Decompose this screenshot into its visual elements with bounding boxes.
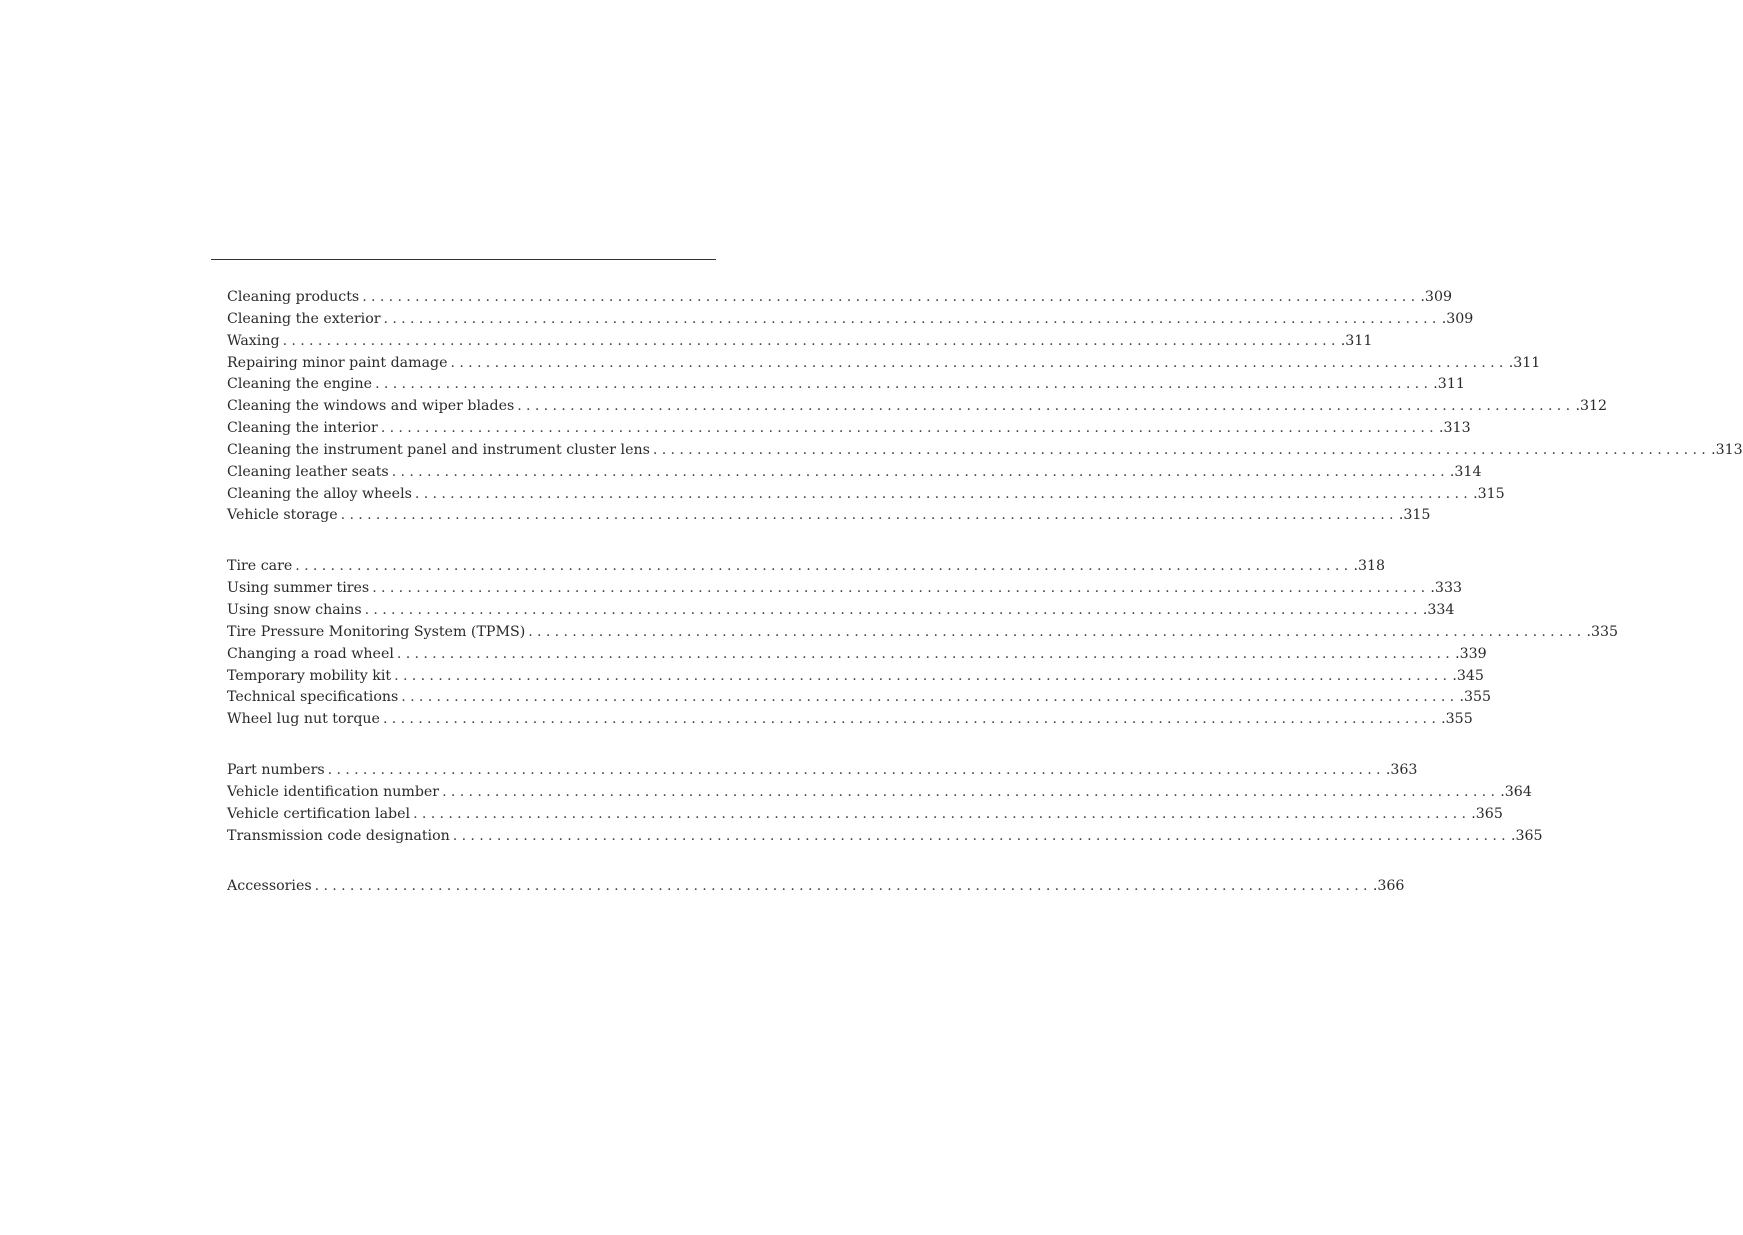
toc-entry[interactable] bbox=[227, 418, 1471, 440]
table-of-contents bbox=[227, 287, 1743, 927]
toc-entry-title: Using summer tires bbox=[227, 578, 372, 600]
toc-entry[interactable] bbox=[227, 782, 1532, 804]
dot-leader: ........................................................................................................................ bbox=[282, 332, 1340, 349]
toc-entry[interactable] bbox=[227, 600, 1455, 622]
toc-entry-title: Cleaning products bbox=[227, 287, 362, 309]
toc-entry[interactable] bbox=[227, 804, 1503, 826]
dot-leader: ........................................................................................................................ bbox=[394, 667, 1452, 684]
toc-entry-title: Cleaning the instrument panel and instrument cluster lens bbox=[227, 440, 653, 462]
toc-entry-page-number: .355 bbox=[1459, 689, 1492, 706]
toc-entry-title: Technical specifications bbox=[227, 687, 401, 709]
dot-leader: ........................................................................................................................ bbox=[372, 580, 1430, 597]
toc-entry-page-number: .339 bbox=[1455, 645, 1487, 662]
dot-leader: ........................................................................................................................ bbox=[340, 507, 1398, 524]
toc-entry[interactable] bbox=[227, 309, 1474, 331]
toc-entry[interactable] bbox=[227, 396, 1608, 418]
toc-entry-page-number: .314 bbox=[1449, 463, 1482, 480]
toc-entry[interactable] bbox=[227, 709, 1473, 731]
toc-section bbox=[227, 287, 1743, 527]
toc-entry[interactable] bbox=[227, 374, 1465, 396]
toc-entry-page-number: .311 bbox=[1508, 354, 1541, 371]
dot-leader: ........................................................................................................................ bbox=[295, 558, 1353, 575]
toc-entry-page-number: .311 bbox=[1433, 376, 1465, 393]
toc-entry-page-number: .313 bbox=[1439, 420, 1471, 437]
toc-entry-title: Cleaning leather seats bbox=[227, 462, 392, 484]
toc-entry-title: Waxing bbox=[227, 331, 283, 353]
toc-entry-title: Vehicle certification label bbox=[227, 804, 413, 826]
toc-entry[interactable] bbox=[227, 287, 1452, 309]
dot-leader: ........................................................................................................................ bbox=[452, 827, 1510, 844]
toc-entry-page-number: .312 bbox=[1575, 398, 1608, 415]
toc-entry-page-number: .363 bbox=[1385, 762, 1418, 779]
toc-entry[interactable] bbox=[227, 826, 1543, 848]
toc-entry[interactable] bbox=[227, 462, 1482, 484]
toc-entry[interactable] bbox=[227, 484, 1505, 506]
toc-entry-page-number: .345 bbox=[1452, 667, 1484, 684]
toc-entry-title: Vehicle storage bbox=[227, 505, 341, 527]
toc-entry-title: Tire Pressure Monitoring System (TPMS) bbox=[227, 622, 528, 644]
toc-entry[interactable] bbox=[227, 687, 1492, 709]
toc-entry-page-number: .315 bbox=[1398, 507, 1431, 524]
dot-leader: ........................................................................................................................ bbox=[652, 441, 1711, 458]
toc-entry-title: Part numbers bbox=[227, 760, 328, 782]
toc-entry-title: Cleaning the alloy wheels bbox=[227, 484, 415, 506]
toc-entry-title: Wheel lug nut torque bbox=[227, 709, 383, 731]
toc-entry-title: Vehicle identification number bbox=[227, 782, 442, 804]
toc-entry-page-number: .318 bbox=[1353, 558, 1386, 575]
toc-entry-page-number: .355 bbox=[1441, 711, 1473, 728]
header-rule bbox=[211, 259, 716, 260]
dot-leader: ........................................................................................................................ bbox=[375, 376, 1433, 393]
toc-entry[interactable] bbox=[227, 666, 1484, 688]
toc-entry-title: Changing a road wheel bbox=[227, 644, 397, 666]
toc-entry-page-number: .311 bbox=[1340, 332, 1373, 349]
dot-leader: ........................................................................................................................ bbox=[314, 878, 1372, 895]
toc-entry-page-number: .335 bbox=[1586, 623, 1619, 640]
toc-entry[interactable] bbox=[227, 440, 1743, 462]
toc-entry[interactable] bbox=[227, 760, 1418, 782]
toc-entry-title: Cleaning the exterior bbox=[227, 309, 384, 331]
dot-leader: ........................................................................................................................ bbox=[442, 783, 1500, 800]
toc-entry[interactable] bbox=[227, 644, 1487, 666]
toc-entry[interactable] bbox=[227, 876, 1405, 898]
toc-entry-page-number: .315 bbox=[1473, 485, 1505, 502]
dot-leader: ........................................................................................................................ bbox=[382, 711, 1441, 728]
dot-leader: ........................................................................................................................ bbox=[327, 762, 1385, 779]
dot-leader: ........................................................................................................................ bbox=[517, 398, 1575, 415]
toc-entry[interactable] bbox=[227, 505, 1431, 527]
toc-entry[interactable] bbox=[227, 622, 1619, 644]
toc-section bbox=[227, 556, 1619, 731]
toc-entry-page-number: .334 bbox=[1422, 601, 1455, 618]
toc-entry-page-number: .309 bbox=[1441, 310, 1474, 327]
toc-entry-title: Repairing minor paint damage bbox=[227, 353, 451, 375]
toc-entry[interactable] bbox=[227, 331, 1373, 353]
dot-leader: ........................................................................................................................ bbox=[383, 310, 1441, 327]
toc-entry-page-number: .333 bbox=[1430, 580, 1462, 597]
dot-leader: ........................................................................................................................ bbox=[450, 354, 1508, 371]
toc-entry-page-number: .309 bbox=[1420, 289, 1452, 305]
toc-entry-page-number: .365 bbox=[1510, 827, 1543, 844]
dot-leader: ........................................................................................................................ bbox=[414, 485, 1473, 502]
toc-entry-title: Temporary mobility kit bbox=[227, 666, 394, 688]
toc-section bbox=[227, 760, 1543, 847]
toc-entry-title: Using snow chains bbox=[227, 600, 365, 622]
toc-entry-page-number: .313 bbox=[1711, 441, 1743, 458]
dot-leader: ........................................................................................................................ bbox=[396, 645, 1455, 662]
dot-leader: ........................................................................................................................ bbox=[413, 805, 1471, 822]
toc-entry-title: Accessories bbox=[227, 876, 315, 898]
toc-entry-title: Cleaning the windows and wiper blades bbox=[227, 396, 517, 418]
dot-leader: ........................................................................................................................ bbox=[380, 420, 1438, 437]
toc-entry-title: Cleaning the interior bbox=[227, 418, 381, 440]
toc-entry-page-number: .364 bbox=[1500, 783, 1532, 800]
dot-leader: ........................................................................................................................ bbox=[401, 689, 1459, 706]
toc-entry[interactable] bbox=[227, 556, 1386, 578]
toc-entry-page-number: .365 bbox=[1471, 805, 1503, 822]
dot-leader: ........................................................................................................................ bbox=[362, 289, 1420, 305]
dot-leader: ........................................................................................................................ bbox=[364, 601, 1422, 618]
toc-entry-title: Tire care bbox=[227, 556, 295, 578]
toc-entry[interactable] bbox=[227, 578, 1462, 600]
toc-entry[interactable] bbox=[227, 353, 1541, 375]
toc-entry-title: Cleaning the engine bbox=[227, 374, 375, 396]
dot-leader: ........................................................................................................................ bbox=[528, 623, 1586, 640]
toc-entry-title: Transmission code designation bbox=[227, 826, 453, 848]
toc-entry-page-number: .366 bbox=[1372, 878, 1405, 895]
toc-section bbox=[227, 876, 1405, 898]
dot-leader: ........................................................................................................................ bbox=[391, 463, 1449, 480]
